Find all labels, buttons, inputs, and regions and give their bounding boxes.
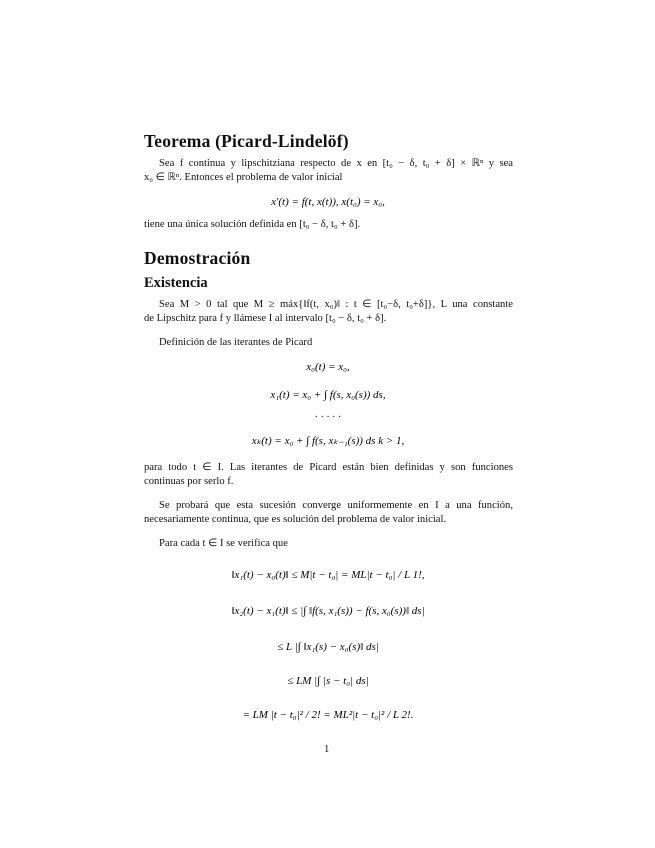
estimate-1-text: ‖x₁(t) − x₀(t)‖ ≤ M|t − t₀| = ML|t − t₀| / L 1!, — [231, 569, 425, 581]
estimate-2-line-2: ≤ L |∫ ‖x₁(s) − x₀(s)‖ ds| — [277, 641, 379, 653]
proof-paragraph-1-line-2: de Lipschitz para f y llámese I al intervalo [t₀ − δ, t₀ + δ]. — [144, 313, 387, 324]
proof-paragraph-4-line-1: Se probará que esta sucesión converge uniformemente en I a una función, — [159, 500, 513, 511]
proof-paragraph-3-line-1: para todo t ∈ I. Las iterantes de Picard están bien definidas y son funciones — [144, 462, 513, 473]
estimate-2-line-4: = LM |t − t₀|² / 2! = ML²|t − t₀|² / L 2!. — [242, 709, 414, 721]
iterate-equation-k: xₖ(t) = x₀ + ∫ f(s, xₖ₋₁(s)) ds k > 1, — [251, 435, 405, 447]
proof-paragraph-3-line-2: continuas por serlo f. — [144, 476, 234, 487]
proof-paragraph-4-line-2: necesariamente continua, que es solución del problema de valor inicial. — [144, 514, 447, 525]
estimate-2-line-3: ≤ LM |∫ |s − t₀| ds| — [287, 675, 369, 687]
theorem-line-1: Sea f continua y lipschitziana respecto de x en [t₀ − δ, t₀ + δ] × ℝⁿ y sea — [159, 158, 513, 169]
theorem-line-3: tiene una única solución definida en [t₀ − δ, t₀ + δ]. — [144, 219, 361, 230]
proof-title: Demostración — [144, 248, 251, 268]
estimate-1 — [144, 556, 513, 592]
iterate-dots: · · · · · — [314, 412, 342, 423]
existence-title: Existencia — [144, 275, 208, 291]
picard-iterates — [144, 356, 513, 460]
proof-paragraph-2: Definición de las iterantes de Picard — [159, 337, 313, 348]
estimate-2-line-1: ‖x₂(t) − x₁(t)‖ ≤ |∫ ‖f(s, x₁(s)) − f(s, x₀(s))‖ ds| — [231, 605, 425, 617]
proof-paragraph-5: Para cada t ∈ I se verifica que — [159, 538, 288, 549]
proof-paragraph-1-line-1: Sea M > 0 tal que M ≥ máx{‖f(t, x₀)‖ : t ∈ [t₀−δ, t₀+δ]}, L una constante — [159, 299, 513, 310]
theorem-line-2: x₀ ∈ ℝⁿ. Entonces el problema de valor inicial — [144, 172, 343, 183]
theorem-title: Teorema (Picard-Lindelöf) — [144, 131, 349, 151]
theorem-equation-text: x′(t) = f(t, x(t)), x(t₀) = x₀, — [271, 196, 385, 208]
theorem-equation — [144, 188, 513, 212]
iterate-equation-1: x₀(t) = x₀, — [306, 361, 350, 373]
page-number: 1 — [324, 744, 330, 755]
estimate-2 — [144, 596, 513, 736]
iterate-equation-2: x₁(t) = x₀ + ∫ f(s, x₀(s)) ds, — [270, 389, 386, 401]
